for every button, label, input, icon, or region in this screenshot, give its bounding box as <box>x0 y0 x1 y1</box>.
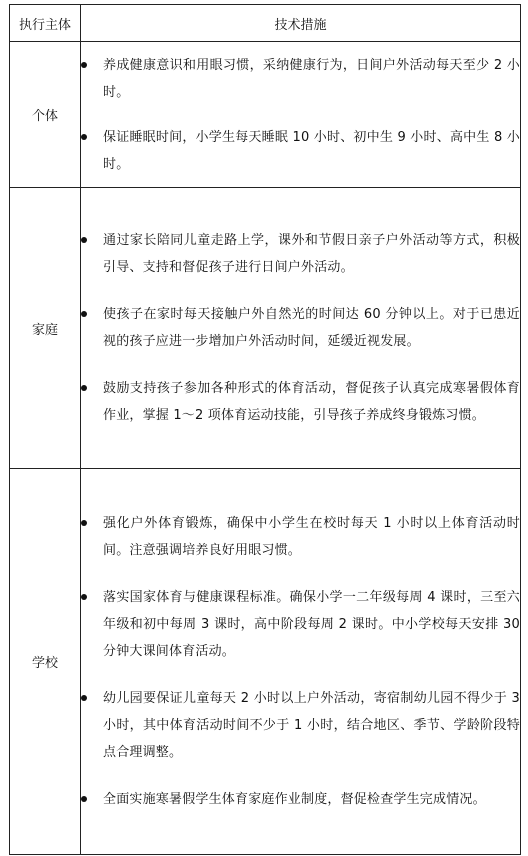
list-item <box>81 301 520 355</box>
item-text: 鼓励支持孩子参加各种形式的体育活动，督促孩子认真完成寒暑假体育作业，掌握 1～2 项体育运动技能，引导孩子养成终身锻炼习惯。 <box>103 381 520 423</box>
item-text: 落实国家体育与健康课程标准。确保小学一二年级每周 4 课时，三至六年级和初中每周 3 课时，高中阶段每周 2 课时。中小学校每天安排 30 分钟大课间体育活动。 <box>103 590 520 659</box>
list-item <box>81 685 520 766</box>
list-item <box>81 375 520 429</box>
item-text: 养成健康意识和用眼习惯，采纳健康行为，日间户外活动每天至少 2 小时。 <box>103 57 520 100</box>
header-measures: 技术措施 <box>81 5 521 42</box>
table-row-individual <box>10 42 521 188</box>
bullet-icon <box>81 594 87 600</box>
bullet-icon <box>81 695 87 701</box>
list-item <box>81 786 520 813</box>
table-row-school <box>10 469 521 855</box>
bullet-icon <box>81 134 87 140</box>
subject-cell: 家庭 <box>10 188 81 469</box>
item-text: 通过家长陪同儿童走路上学，课外和节假日亲子户外活动等方式，积极引导、支持和督促孩子进行日间户外活动。 <box>103 233 520 275</box>
item-text: 使孩子在家时每天接触户外自然光的时间达 60 分钟以上。对于已患近视的孩子应进一步增加户外活动时间，延缓近视发展。 <box>103 307 520 349</box>
list-item <box>81 124 520 178</box>
item-text: 全面实施寒暑假学生体育家庭作业制度，督促检查学生完成情况。 <box>103 792 486 807</box>
list-item <box>81 227 520 281</box>
header-subject: 执行主体 <box>10 5 81 42</box>
list-item <box>81 584 520 665</box>
table-row-family <box>10 188 521 469</box>
bullet-icon <box>81 520 87 526</box>
measures-table <box>9 4 521 855</box>
list-item <box>81 510 520 564</box>
item-text: 幼儿园要保证儿童每天 2 小时以上户外活动，寄宿制幼儿园不得少于 3 小时，其中体育活动时间不少于 1 小时，结合地区、季节、学龄阶段特点合理调整。 <box>103 691 520 760</box>
bullet-icon <box>81 62 87 68</box>
subject-cell: 学校 <box>10 469 81 855</box>
measures-cell <box>81 42 521 188</box>
measures-cell <box>81 469 521 855</box>
bullet-icon <box>81 311 87 317</box>
item-text: 强化户外体育锻炼，确保中小学生在校时每天 1 小时以上体育活动时间。注意强调培养良好用眼习惯。 <box>103 516 520 558</box>
measures-cell <box>81 188 521 469</box>
bullet-icon <box>81 385 87 391</box>
table-header-row <box>10 5 521 42</box>
subject-cell: 个体 <box>10 42 81 188</box>
item-text: 保证睡眠时间，小学生每天睡眠 10 小时、初中生 9 小时、高中生 8 小时。 <box>103 129 520 172</box>
list-item <box>81 52 520 106</box>
bullet-icon <box>81 237 87 243</box>
bullet-icon <box>81 796 87 802</box>
